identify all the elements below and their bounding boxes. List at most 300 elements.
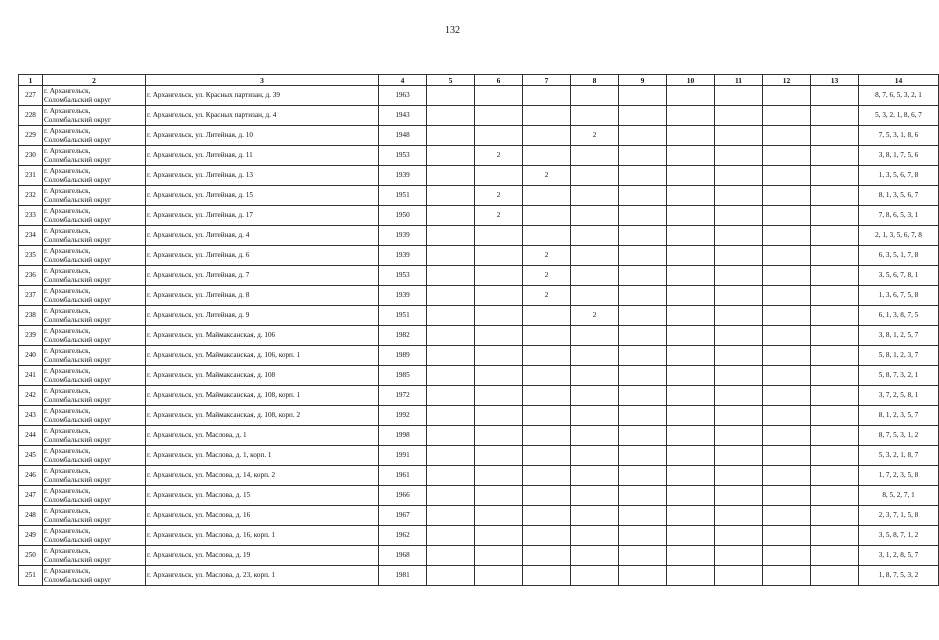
value-cell-12 [763, 126, 811, 146]
value-cell-13 [811, 246, 859, 266]
address-cell: г. Архангельск, ул. Маслова, д. 14, корп. 2 [146, 466, 379, 486]
value-cell-13 [811, 346, 859, 366]
value-cell-13 [811, 146, 859, 166]
value-cell-9 [619, 506, 667, 526]
address-cell: г. Архангельск, ул. Маслова, д. 19 [146, 546, 379, 566]
sequence-cell: 8, 1, 3, 5, 6, 7 [859, 186, 939, 206]
district-cell [43, 466, 146, 486]
district-text: Соломбальский округ [44, 295, 111, 304]
sequence-cell: 8, 1, 2, 3, 5, 7 [859, 406, 939, 426]
district-cell [43, 566, 146, 586]
value-cell-6 [475, 466, 523, 486]
year-cell: 1967 [379, 506, 427, 526]
column-header: 13 [811, 75, 859, 86]
value-cell-5 [427, 486, 475, 506]
column-header: 10 [667, 75, 715, 86]
value-cell-6 [475, 366, 523, 386]
address-cell: г. Архангельск, ул. Маймаксанская, д. 106 [146, 326, 379, 346]
address-cell: г. Архангельск, ул. Литейная, д. 8 [146, 286, 379, 306]
value-cell-5 [427, 126, 475, 146]
row-number: 234 [19, 226, 43, 246]
table-row [19, 346, 939, 366]
value-cell-13 [811, 166, 859, 186]
value-cell-13 [811, 406, 859, 426]
value-cell-6: 2 [475, 186, 523, 206]
row-number: 246 [19, 466, 43, 486]
year-cell: 1951 [379, 186, 427, 206]
year-cell: 1989 [379, 346, 427, 366]
value-cell-7 [523, 446, 571, 466]
city-text: г. Архангельск, [44, 366, 91, 375]
value-cell-9 [619, 126, 667, 146]
value-cell-7 [523, 426, 571, 446]
sequence-cell: 8, 7, 5, 3, 1, 2 [859, 426, 939, 446]
value-cell-7: 2 [523, 166, 571, 186]
address-cell: г. Архангельск, ул. Литейная, д. 4 [146, 226, 379, 246]
value-cell-5 [427, 106, 475, 126]
value-cell-8 [571, 426, 619, 446]
value-cell-6 [475, 506, 523, 526]
sequence-cell: 1, 3, 5, 6, 7, 8 [859, 166, 939, 186]
value-cell-11 [715, 246, 763, 266]
value-cell-11 [715, 466, 763, 486]
value-cell-6: 2 [475, 146, 523, 166]
value-cell-6 [475, 426, 523, 446]
table-row [19, 446, 939, 466]
value-cell-6 [475, 306, 523, 326]
value-cell-5 [427, 406, 475, 426]
value-cell-7: 2 [523, 266, 571, 286]
value-cell-5 [427, 86, 475, 106]
city-text: г. Архангельск, [44, 386, 91, 395]
value-cell-7 [523, 86, 571, 106]
value-cell-10 [667, 506, 715, 526]
value-cell-11 [715, 126, 763, 146]
value-cell-13 [811, 206, 859, 226]
value-cell-12 [763, 526, 811, 546]
value-cell-11 [715, 366, 763, 386]
value-cell-10 [667, 246, 715, 266]
district-text: Соломбальский округ [44, 535, 111, 544]
row-number: 251 [19, 566, 43, 586]
row-number: 232 [19, 186, 43, 206]
value-cell-12 [763, 566, 811, 586]
value-cell-12 [763, 486, 811, 506]
sequence-cell: 3, 5, 8, 7, 1, 2 [859, 526, 939, 546]
value-cell-11 [715, 566, 763, 586]
value-cell-11 [715, 486, 763, 506]
value-cell-9 [619, 426, 667, 446]
address-cell: г. Архангельск, ул. Маслова, д. 23, корп. 1 [146, 566, 379, 586]
value-cell-9 [619, 86, 667, 106]
sequence-cell: 3, 5, 6, 7, 8, 1 [859, 266, 939, 286]
sequence-cell: 8, 7, 6, 5, 3, 2, 1 [859, 86, 939, 106]
district-text: Соломбальский округ [44, 135, 111, 144]
year-cell: 1968 [379, 546, 427, 566]
table-row [19, 226, 939, 246]
table-row [19, 386, 939, 406]
value-cell-11 [715, 346, 763, 366]
value-cell-6 [475, 266, 523, 286]
address-cell: г. Архангельск, ул. Литейная, д. 17 [146, 206, 379, 226]
value-cell-5 [427, 266, 475, 286]
value-cell-13 [811, 386, 859, 406]
year-cell: 1963 [379, 86, 427, 106]
column-header: 11 [715, 75, 763, 86]
address-cell: г. Архангельск, ул. Литейная, д. 9 [146, 306, 379, 326]
city-text: г. Архангельск, [44, 246, 91, 255]
value-cell-5 [427, 446, 475, 466]
value-cell-9 [619, 486, 667, 506]
value-cell-7 [523, 566, 571, 586]
column-header: 5 [427, 75, 475, 86]
column-header: 1 [19, 75, 43, 86]
year-cell: 1998 [379, 426, 427, 446]
value-cell-6 [475, 546, 523, 566]
value-cell-9 [619, 366, 667, 386]
value-cell-5 [427, 426, 475, 446]
value-cell-7 [523, 186, 571, 206]
year-cell: 1972 [379, 386, 427, 406]
value-cell-9 [619, 146, 667, 166]
year-cell: 1943 [379, 106, 427, 126]
city-text: г. Архангельск, [44, 546, 91, 555]
table-row [19, 486, 939, 506]
value-cell-11 [715, 146, 763, 166]
value-cell-7 [523, 346, 571, 366]
value-cell-8 [571, 206, 619, 226]
city-text: г. Архангельск, [44, 326, 91, 335]
value-cell-6 [475, 446, 523, 466]
value-cell-6 [475, 326, 523, 346]
year-cell: 1951 [379, 306, 427, 326]
year-cell: 1948 [379, 126, 427, 146]
address-cell: г. Архангельск, ул. Красных партизан, д. 39 [146, 86, 379, 106]
value-cell-12 [763, 406, 811, 426]
column-header: 4 [379, 75, 427, 86]
value-cell-5 [427, 386, 475, 406]
value-cell-12 [763, 546, 811, 566]
address-cell: г. Архангельск, ул. Литейная, д. 10 [146, 126, 379, 146]
value-cell-12 [763, 506, 811, 526]
sequence-cell: 1, 3, 6, 7, 5, 8 [859, 286, 939, 306]
column-header: 12 [763, 75, 811, 86]
value-cell-10 [667, 226, 715, 246]
year-cell: 1962 [379, 526, 427, 546]
column-header: 6 [475, 75, 523, 86]
value-cell-6 [475, 346, 523, 366]
row-number: 244 [19, 426, 43, 446]
row-number: 239 [19, 326, 43, 346]
value-cell-5 [427, 226, 475, 246]
value-cell-10 [667, 446, 715, 466]
value-cell-12 [763, 146, 811, 166]
value-cell-12 [763, 186, 811, 206]
value-cell-10 [667, 266, 715, 286]
value-cell-12 [763, 306, 811, 326]
value-cell-9 [619, 566, 667, 586]
city-text: г. Архангельск, [44, 426, 91, 435]
address-cell: г. Архангельск, ул. Литейная, д. 13 [146, 166, 379, 186]
value-cell-8 [571, 286, 619, 306]
value-cell-12 [763, 466, 811, 486]
year-cell: 1953 [379, 146, 427, 166]
value-cell-11 [715, 86, 763, 106]
district-cell [43, 306, 146, 326]
district-text: Соломбальский округ [44, 155, 111, 164]
value-cell-11 [715, 266, 763, 286]
sequence-cell: 5, 8, 1, 2, 3, 7 [859, 346, 939, 366]
column-header: 7 [523, 75, 571, 86]
value-cell-7 [523, 546, 571, 566]
sequence-cell: 1, 7, 2, 3, 5, 8 [859, 466, 939, 486]
value-cell-7 [523, 226, 571, 246]
address-cell: г. Архангельск, ул. Маймаксанская, д. 108, корп. 1 [146, 386, 379, 406]
table-row [19, 366, 939, 386]
city-text: г. Архангельск, [44, 306, 91, 315]
row-number: 231 [19, 166, 43, 186]
value-cell-8 [571, 106, 619, 126]
value-cell-10 [667, 566, 715, 586]
value-cell-8 [571, 406, 619, 426]
value-cell-9 [619, 346, 667, 366]
district-text: Соломбальский округ [44, 475, 111, 484]
register-table [18, 74, 939, 586]
value-cell-8: 2 [571, 126, 619, 146]
value-cell-12 [763, 446, 811, 466]
year-cell: 1981 [379, 566, 427, 586]
district-cell [43, 486, 146, 506]
row-number: 228 [19, 106, 43, 126]
table-row [19, 166, 939, 186]
table-row [19, 526, 939, 546]
value-cell-9 [619, 166, 667, 186]
table-row [19, 566, 939, 586]
value-cell-5 [427, 246, 475, 266]
district-cell [43, 146, 146, 166]
value-cell-7 [523, 386, 571, 406]
value-cell-9 [619, 266, 667, 286]
table-row [19, 266, 939, 286]
value-cell-6 [475, 386, 523, 406]
sequence-cell: 3, 8, 1, 7, 5, 6 [859, 146, 939, 166]
district-cell [43, 86, 146, 106]
value-cell-10 [667, 206, 715, 226]
district-cell [43, 506, 146, 526]
district-cell [43, 206, 146, 226]
value-cell-13 [811, 446, 859, 466]
value-cell-11 [715, 306, 763, 326]
value-cell-10 [667, 126, 715, 146]
value-cell-13 [811, 186, 859, 206]
value-cell-10 [667, 546, 715, 566]
district-text: Соломбальский округ [44, 395, 111, 404]
value-cell-9 [619, 286, 667, 306]
value-cell-5 [427, 466, 475, 486]
value-cell-6 [475, 406, 523, 426]
column-header: 2 [43, 75, 146, 86]
value-cell-10 [667, 426, 715, 446]
city-text: г. Архангельск, [44, 206, 91, 215]
district-text: Соломбальский округ [44, 335, 111, 344]
value-cell-10 [667, 466, 715, 486]
value-cell-11 [715, 226, 763, 246]
value-cell-13 [811, 426, 859, 446]
district-cell [43, 186, 146, 206]
district-text: Соломбальский округ [44, 255, 111, 264]
value-cell-11 [715, 526, 763, 546]
value-cell-10 [667, 386, 715, 406]
value-cell-5 [427, 306, 475, 326]
value-cell-5 [427, 326, 475, 346]
value-cell-8: 2 [571, 306, 619, 326]
value-cell-13 [811, 306, 859, 326]
value-cell-10 [667, 406, 715, 426]
sequence-cell: 5, 3, 2, 1, 8, 7 [859, 446, 939, 466]
value-cell-13 [811, 106, 859, 126]
district-cell [43, 226, 146, 246]
value-cell-11 [715, 426, 763, 446]
value-cell-11 [715, 446, 763, 466]
sequence-cell: 3, 1, 2, 8, 5, 7 [859, 546, 939, 566]
value-cell-10 [667, 306, 715, 326]
district-cell [43, 446, 146, 466]
value-cell-12 [763, 286, 811, 306]
value-cell-13 [811, 486, 859, 506]
value-cell-10 [667, 146, 715, 166]
row-number: 243 [19, 406, 43, 426]
value-cell-12 [763, 426, 811, 446]
row-number: 237 [19, 286, 43, 306]
value-cell-8 [571, 86, 619, 106]
city-text: г. Архангельск, [44, 286, 91, 295]
sequence-cell: 2, 3, 7, 1, 5, 8 [859, 506, 939, 526]
value-cell-7 [523, 126, 571, 146]
district-cell [43, 546, 146, 566]
district-cell [43, 406, 146, 426]
table-row [19, 106, 939, 126]
value-cell-8 [571, 466, 619, 486]
address-cell: г. Архангельск, ул. Маслова, д. 1, корп. 1 [146, 446, 379, 466]
value-cell-11 [715, 406, 763, 426]
value-cell-13 [811, 466, 859, 486]
value-cell-12 [763, 346, 811, 366]
address-cell: г. Архангельск, ул. Маслова, д. 16, корп. 1 [146, 526, 379, 546]
district-text: Соломбальский округ [44, 115, 111, 124]
sequence-cell: 6, 3, 5, 1, 7, 8 [859, 246, 939, 266]
address-cell: г. Архангельск, ул. Маслова, д. 15 [146, 486, 379, 506]
table-row [19, 126, 939, 146]
value-cell-11 [715, 206, 763, 226]
value-cell-9 [619, 386, 667, 406]
value-cell-6 [475, 486, 523, 506]
value-cell-8 [571, 506, 619, 526]
address-cell: г. Архангельск, ул. Литейная, д. 7 [146, 266, 379, 286]
table-row [19, 206, 939, 226]
table-row [19, 146, 939, 166]
city-text: г. Архангельск, [44, 346, 91, 355]
value-cell-6 [475, 126, 523, 146]
value-cell-8 [571, 266, 619, 286]
city-text: г. Архангельск, [44, 266, 91, 275]
city-text: г. Архангельск, [44, 106, 91, 115]
row-number: 235 [19, 246, 43, 266]
row-number: 236 [19, 266, 43, 286]
value-cell-10 [667, 486, 715, 506]
value-cell-13 [811, 506, 859, 526]
value-cell-6 [475, 566, 523, 586]
value-cell-11 [715, 186, 763, 206]
district-cell [43, 346, 146, 366]
address-cell: г. Архангельск, ул. Маслова, д. 16 [146, 506, 379, 526]
city-text: г. Архангельск, [44, 446, 91, 455]
sequence-cell: 3, 7, 2, 5, 8, 1 [859, 386, 939, 406]
value-cell-9 [619, 186, 667, 206]
value-cell-12 [763, 266, 811, 286]
value-cell-9 [619, 326, 667, 346]
value-cell-7 [523, 106, 571, 126]
year-cell: 1982 [379, 326, 427, 346]
value-cell-12 [763, 386, 811, 406]
value-cell-5 [427, 546, 475, 566]
value-cell-11 [715, 386, 763, 406]
column-header: 8 [571, 75, 619, 86]
sequence-cell: 3, 8, 1, 2, 5, 7 [859, 326, 939, 346]
column-header: 9 [619, 75, 667, 86]
value-cell-5 [427, 146, 475, 166]
row-number: 241 [19, 366, 43, 386]
row-number: 242 [19, 386, 43, 406]
value-cell-5 [427, 206, 475, 226]
district-text: Соломбальский округ [44, 435, 111, 444]
year-cell: 1992 [379, 406, 427, 426]
district-text: Соломбальский округ [44, 415, 111, 424]
value-cell-8 [571, 366, 619, 386]
value-cell-9 [619, 206, 667, 226]
value-cell-13 [811, 566, 859, 586]
city-text: г. Архангельск, [44, 406, 91, 415]
value-cell-9 [619, 306, 667, 326]
district-cell [43, 286, 146, 306]
row-number: 229 [19, 126, 43, 146]
value-cell-8 [571, 486, 619, 506]
value-cell-9 [619, 406, 667, 426]
value-cell-13 [811, 126, 859, 146]
value-cell-8 [571, 546, 619, 566]
row-number: 240 [19, 346, 43, 366]
value-cell-9 [619, 466, 667, 486]
value-cell-7 [523, 146, 571, 166]
value-cell-11 [715, 166, 763, 186]
table-row [19, 286, 939, 306]
district-text: Соломбальский округ [44, 355, 111, 364]
value-cell-8 [571, 166, 619, 186]
value-cell-10 [667, 286, 715, 306]
table-row [19, 426, 939, 446]
value-cell-9 [619, 446, 667, 466]
table-row [19, 406, 939, 426]
district-text: Соломбальский округ [44, 195, 111, 204]
value-cell-12 [763, 366, 811, 386]
value-cell-13 [811, 286, 859, 306]
district-text: Соломбальский округ [44, 175, 111, 184]
value-cell-8 [571, 186, 619, 206]
city-text: г. Архангельск, [44, 466, 91, 475]
district-text: Соломбальский округ [44, 375, 111, 384]
value-cell-13 [811, 546, 859, 566]
value-cell-13 [811, 86, 859, 106]
city-text: г. Архангельск, [44, 506, 91, 515]
